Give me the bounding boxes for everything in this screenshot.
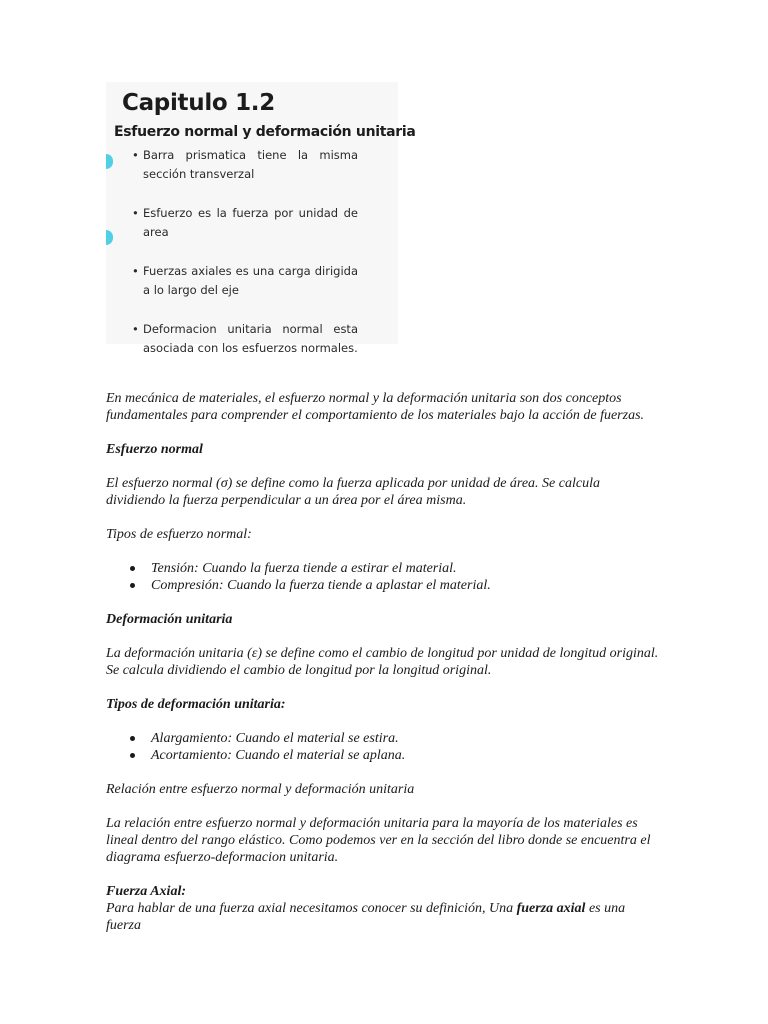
slide-image [106, 82, 416, 355]
axial-bold-term: fuerza axial [516, 901, 586, 916]
list-item: Alargamiento: Cuando el material se estira. [151, 730, 662, 747]
bullet-dot-icon [130, 583, 135, 588]
relation-heading: Relación entre esfuerzo normal y deformación unitaria [106, 782, 415, 797]
strain-types-label: Tipos de deformación unitaria: [106, 697, 286, 712]
slide-accent-marker [106, 230, 113, 245]
bullet-dot-icon [130, 753, 135, 758]
strain-types-list [106, 730, 662, 764]
list-item: Tensión: Cuando la fuerza tiende a estirar el material. [151, 560, 662, 577]
axial-heading: Fuerza Axial: [106, 884, 186, 899]
relation-paragraph: La relación entre esfuerzo normal y deformación unitaria para la mayoría de los materiales es lineal dentro del rango elástico. Como podemos ver en la sección del libro donde se encuentra el diagrama esfuerzo-deformacion unitaria. [106, 816, 651, 865]
stress-definition: El esfuerzo normal (σ) se define como la fuerza aplicada por unidad de área. Se calcula dividiendo la fuerza perpendicular a un área por el área misma. [106, 476, 600, 508]
slide-accent-marker [106, 154, 113, 169]
axial-paragraph: Para hablar de una fuerza axial necesitamos conocer su definición, Una fuerza axial es una fuerza [106, 901, 626, 933]
slide-bullet: • Fuerzas axiales es una carga dirigida a lo largo del eje [132, 264, 358, 297]
strain-definition: La deformación unitaria (ε) se define como el cambio de longitud por unidad de longitud original. Se calcula dividiendo el cambio de longitud por la longitud original. [106, 646, 659, 678]
stress-types-label: Tipos de esfuerzo normal: [106, 527, 252, 542]
stress-types-list [106, 560, 662, 594]
slide-bullet: • Barra prismatica tiene la misma sección transverzal [132, 148, 358, 181]
slide-bullet: • Deformacion unitaria normal esta asociada con los esfuerzos normales. [132, 322, 358, 355]
slide-title: Capitulo 1.2 [122, 90, 275, 116]
slide-bullet-list [132, 146, 358, 358]
bullet-dot-icon [130, 736, 135, 741]
slide-bullet: • Esfuerzo es la fuerza por unidad de area [132, 206, 358, 239]
list-item: Compresión: Cuando la fuerza tiende a aplastar el material. [151, 577, 662, 594]
document-body [106, 390, 662, 951]
list-item: Acortamiento: Cuando el material se aplana. [151, 747, 662, 764]
bullet-dot-icon [130, 566, 135, 571]
intro-paragraph: En mecánica de materiales, el esfuerzo normal y la deformación unitaria son dos conceptos fundamentales para comprender el comportamiento de los materiales bajo la acción de fuerzas. [106, 391, 645, 423]
slide-subtitle: Esfuerzo normal y deformación unitaria [114, 124, 416, 140]
stress-heading: Esfuerzo normal [106, 442, 203, 457]
strain-heading: Deformación unitaria [106, 612, 233, 627]
